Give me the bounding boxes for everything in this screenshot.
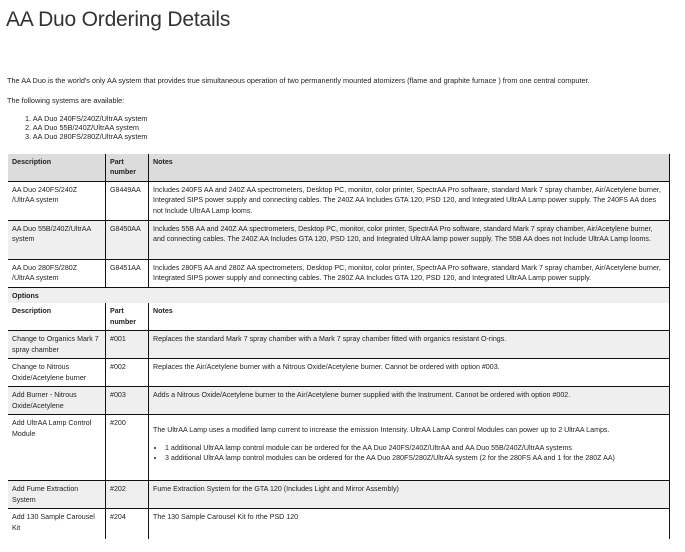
- cell-notes: Fume Extraction System for the GTA 120 (Includes Light and Mirror Assembly): [149, 481, 670, 509]
- cell-description: Change to Organics Mark 7 spray chamber: [12, 335, 99, 354]
- systems-list-item: 1. AA Duo 240FS/240Z/UltrAA system: [25, 114, 148, 123]
- notes-bullet-item: • 3 additional UltrAA lamp control modules can be ordered for the AA Duo 280FS/280Z/UltrAA system (2 for the 280FS AA and 1 for the 280Z AA): [165, 453, 665, 463]
- header-part-number: Part number: [106, 154, 149, 182]
- cell-part-number: G8449AA: [106, 182, 149, 221]
- table-header-row: [8, 154, 670, 182]
- cell-part-number: #204: [106, 509, 149, 540]
- available-systems-label: The following systems are available:: [7, 96, 125, 105]
- cell-notes: Replaces the standard Mark 7 spray chamber with a Mark 7 spray chamber fitted with organics resistant O-rings.: [149, 331, 670, 359]
- header-notes: Notes: [149, 154, 670, 182]
- cell-description: Change to Nitrous Oxide/Acetylene burner: [12, 363, 87, 382]
- cell-part-number: #200: [106, 415, 149, 481]
- cell-part-number: #202: [106, 481, 149, 509]
- table-row: [8, 415, 670, 481]
- header-description: Description: [12, 307, 52, 316]
- systems-list: [25, 114, 147, 142]
- intro-paragraph: The AA Duo is the world's only AA system that provides true simultaneous operation of two permanently mounted atomizers (flame and graphite furnace ) from one central computer.: [7, 76, 590, 85]
- notes-paragraph: The UltrAA Lamp uses a modified lamp current to increase the emission Intensity. UltrAA Lamp Control Modules can power up to 2 UltrAA Lamps.: [153, 426, 610, 435]
- cell-notes: Replaces the Air/Acetylene burner with a Nitrous Oxide/Acetylene burner. Cannot be ordered with option #003.: [149, 359, 670, 387]
- cell-description: Add Burner - Nitrous Oxide/Acetylene: [12, 391, 77, 410]
- options-section-row: [8, 288, 670, 304]
- cell-part-number: #001: [106, 331, 149, 359]
- cell-part-number: #002: [106, 359, 149, 387]
- cell-description: Add UltrAA Lamp Control Module: [12, 419, 92, 438]
- header-description: Description: [12, 158, 52, 166]
- cell-part-number: #003: [106, 387, 149, 415]
- cell-part-number: G8451AA: [106, 260, 149, 288]
- cell-part-number: G8450AA: [106, 221, 149, 260]
- cell-notes: The 130 Sample Carousel Kit fo rthe PSD 120: [149, 509, 670, 540]
- cell-notes: Includes 240FS AA and 240Z AA spectrometers, Desktop PC, monitor, color printer, SpectrAA Pro software, standard Mark 7 spray chamber, Air/Acetylene burner, Integrated SIPS power supply and connecting cables. The 240Z AA Includes GTA 120, PSD 120, and Integrated UltrAA Lamp power supply. The 240FS AA does not Include UltrAA Lamp looms.: [149, 182, 670, 221]
- cell-description: Add Fume Extraction System: [12, 485, 79, 504]
- table-row: [8, 509, 670, 540]
- notes-bullet-list: [153, 443, 665, 464]
- options-header-row: [8, 303, 670, 331]
- table-row: [8, 221, 670, 260]
- cell-description: AA Duo 240FS/240Z /UltrAA system: [12, 186, 78, 205]
- cell-description: Add 130 Sample Carousel Kit: [12, 513, 95, 532]
- systems-list-item: 3. AA Duo 280FS/280Z/UltrAA system: [25, 132, 148, 142]
- systems-list-item: 2. AA Duo 55B/240Z/UltrAA system: [25, 123, 139, 133]
- table-row: [8, 359, 670, 387]
- table-row: [8, 182, 670, 221]
- cell-description: AA Duo 280FS/280Z /UltrAA system: [12, 264, 78, 283]
- ordering-table: [8, 154, 670, 539]
- table-row: [8, 260, 670, 288]
- table-row: [8, 387, 670, 415]
- cell-notes: Includes 280FS AA and 280Z AA spectrometers, Desktop PC, monitor, color printer, SpectrAA Pro software, standard Mark 7 spray chamber, Air/Acetylene burner, Integrated SIPS power supply and connecting cables. The 280Z AA Includes GTA 120, PSD 120, and Integrated UltrAA Lamp power supply.: [149, 260, 670, 288]
- header-part-number: Part number: [106, 303, 149, 331]
- cell-notes: Adds a Nitrous Oxide/Acetylene burner to the Air/Acetylene burner supplied with the Instrument. Cannot be ordered with option #002.: [149, 387, 670, 415]
- cell-notes: [149, 415, 670, 481]
- cell-notes: Includes 55B AA and 240Z AA spectrometers, Desktop PC, monitor, color printer, SpectrAA Pro software, standard Mark 7 spray chamber, Air/Acetylene burner, and connecting cables. The 240Z AA Includes GTA 120, PSD 120, and Integrated UltrAA lamp power supply. The 55B AA does not Include UltrAA Lamp looms.: [149, 221, 670, 260]
- header-notes: Notes: [149, 303, 670, 331]
- table-row: [8, 331, 670, 359]
- notes-bullet-item: • 1 additional UltrAA lamp control module can be ordered for the AA Duo 240FS/240Z/UltrAA and AA Duo 55B/240Z/UltrAA systems: [165, 443, 665, 453]
- page-title: AA Duo Ordering Details: [6, 8, 231, 31]
- cell-description: AA Duo 55B/240Z/UltrAA system: [12, 225, 91, 244]
- table-row: [8, 481, 670, 509]
- options-section-label: Options: [8, 288, 670, 304]
